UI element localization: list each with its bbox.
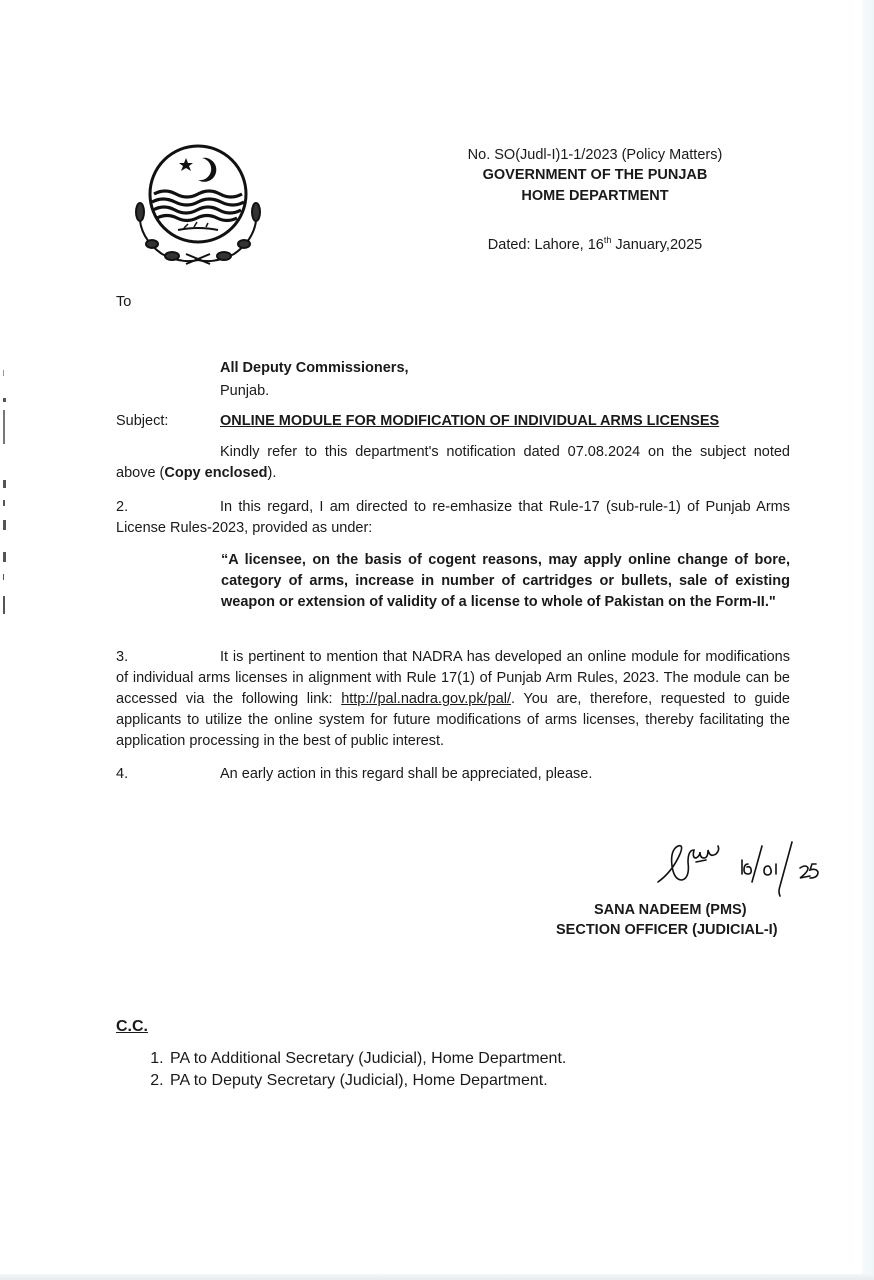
signatory-name: SANA NADEEM (PMS)	[594, 902, 747, 918]
paragraph-2	[116, 497, 790, 539]
paragraph-3-text-b: . You are, therefore, requested to guide applicants to utilize the online system for future modifications of arms licenses, thereby facilitating the application processing in the best of public interest.	[116, 691, 790, 749]
scan-margin-marks	[0, 360, 12, 640]
handwritten-signature-icon	[650, 830, 840, 900]
cc-list	[140, 1048, 566, 1092]
cc-item: 1. PA to Additional Secretary (Judicial), Home Department.	[168, 1048, 566, 1070]
paragraph-3	[116, 647, 790, 752]
dated-suffix: January,2025	[611, 236, 703, 253]
paragraph-4-number: 4.	[116, 766, 129, 782]
recipient-location: Punjab.	[220, 383, 270, 399]
punjab-emblem-icon	[128, 136, 268, 268]
paragraph-4	[116, 764, 790, 785]
subject-label: Subject:	[116, 413, 169, 429]
department-title: HOME DEPARTMENT	[521, 188, 669, 204]
recipient: All Deputy Commissioners,	[220, 360, 409, 376]
paragraph-2-text: In this regard, I am directed to re-emhasize that Rule-17 (sub-rule-1) of Punjab Arms License Rules-2023, provided as under:	[116, 499, 790, 536]
dated-ordinal: th	[603, 235, 612, 245]
rule-quote: “A licensee, on the basis of cogent reasons, may apply online change of bore, category of arms, increase in number of cartridges or bullets, sale of existing weapon or extension of validity of a license to whole of Pakistan on the Form-II."	[221, 552, 790, 610]
cc-item: 2. PA to Deputy Secretary (Judicial), Home Department.	[168, 1070, 566, 1092]
paragraph-3-number: 3.	[116, 649, 129, 665]
to-label: To	[116, 294, 132, 310]
paragraph-1	[116, 442, 790, 484]
nadra-link[interactable]: http://pal.nadra.gov.pk/pal/	[341, 691, 512, 707]
paragraph-2-number: 2.	[116, 499, 129, 515]
cc-label: C.C.	[116, 1018, 148, 1035]
paragraph-1-text: Kindly refer to this department's notification dated 07.08.2024 on the subject noted above (	[116, 444, 790, 481]
paragraph-1-end: ).	[267, 465, 277, 481]
paragraph-3-text-a: It is pertinent to mention that NADRA has developed an online module for modifications of individual arms licenses in alignment with Rule 17(1) of Punjab Arm Rules, 2023. The module can be accessed via the following link:	[116, 649, 790, 707]
scan-edge-right	[862, 0, 874, 1280]
copy-enclosed-text: Copy enclosed	[164, 465, 268, 481]
dated-prefix: Dated: Lahore, 16	[487, 236, 604, 253]
government-title: GOVERNMENT OF THE PUNJAB	[482, 167, 708, 183]
dated-line	[440, 231, 750, 254]
scan-edge-bottom	[0, 1274, 874, 1280]
signatory-designation: SECTION OFFICER (JUDICIAL-I)	[556, 922, 778, 938]
reference-number: No. SO(Judl-I)1-1/2023 (Policy Matters)	[467, 147, 723, 163]
subject-text: ONLINE MODULE FOR MODIFICATION OF INDIVIDUAL ARMS LICENSES	[220, 413, 720, 429]
paragraph-4-text: An early action in this regard shall be appreciated, please.	[220, 766, 593, 782]
